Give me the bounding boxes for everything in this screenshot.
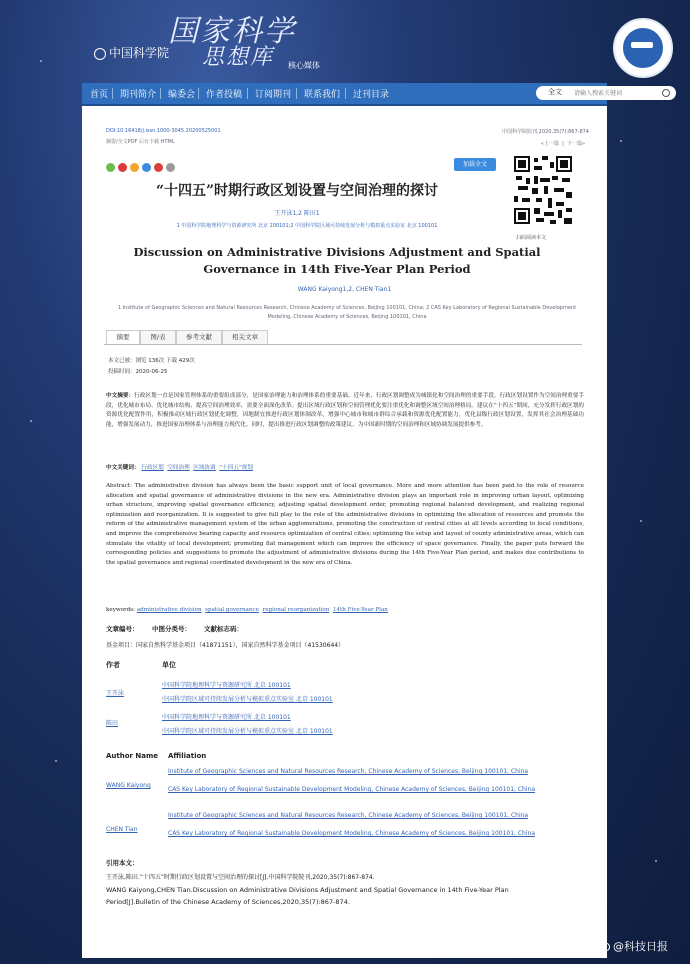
star [655,860,657,862]
affiliation-link[interactable]: Institute of Geographic Sciences and Natural Resources Research, Chinese Academy of Sciences, Beijing 100101, China [168,768,529,775]
search-icon[interactable] [662,89,670,97]
clc-label: 中图分类号： [152,625,191,633]
doi-link[interactable]: DOI:10.16418/j.issn.1000-3045.20200525001 [106,128,221,134]
author-link[interactable]: CHEN Tian [106,826,138,833]
keyword-link[interactable]: regional reorganization [262,607,330,613]
citation-en-line2: Period[J].Bulletin of the Chinese Academy of Sciences,2020,35(7):867-874. [106,898,350,906]
unit-col-header: 单位 [162,661,176,669]
affiliation-link[interactable]: 中国科学院地理科学与资源研究所 北京 100101 [162,714,291,721]
star [55,760,57,762]
nav-subscribe[interactable]: 订阅期刊 [255,90,292,100]
weibo-watermark: @科技日报 [598,938,668,954]
key-icon [631,42,653,48]
affiliation-link[interactable]: 中国科学院区域可持续发展分析与模拟重点实验室 北京 100101 [162,728,333,735]
prev-next: «上一篇 | 下一篇» [540,141,585,147]
tab-abstract[interactable]: 摘要 [106,330,140,344]
article-page [82,106,607,958]
keywords-en: keywords: administrative division spatial governance regional reorganization 14th Five-Year Plan [106,607,388,613]
main-nav [82,83,623,106]
star [40,60,42,62]
keyword-link[interactable]: administrative division [136,607,202,613]
qr-code [512,154,574,232]
affiliation-link[interactable]: CAS Key Laboratory of Regional Sustainable Development Modeling, Chinese Academy of Sciences, Beijing 100101, China [168,830,535,837]
weibo-icon [598,942,610,952]
star [640,520,642,522]
keyword-link[interactable]: 区域协调 [193,465,216,471]
keyword-link[interactable]: spatial governance [205,607,259,613]
submit-date: 投稿时间：2020-06-25 [108,369,168,375]
calligraphy-title: 国家科学 [168,14,296,49]
search-box[interactable] [536,86,676,100]
author-link[interactable]: WANG Kaiyong [106,782,151,789]
authors-zh[interactable]: 王开泳1,2 陈田1 [274,210,320,217]
abstract-en: Abstract: The administrative division has always been the basic support unit of local governance. More and more attention has been paid to the role of resource allocation and spatial governance of administrative divisions in the new era. Administrative division plays an important role in improving urban layout, optimizing urban structure, improving spatial governance efficiency, adjusting spatial development order, promoting regional balanced development, and realizing regional optimization and reorganization. It is suggested to give full play to the role of the administrative divisions in optimizing the allocation of resources and promote the reform of the administrative management system of the urban agglomerations, promoting the construction of central cities at all levels according to local conditions, and improve the comprehensive bearing capacity and resource optimization of central cities; optimizing the setup and layout of county administrative areas, which can stimulate the vitality of local development; promoting flat management which can improve the efficiency of space governance. Finally, the paper puts forward the corresponding policies and suggestions to promote the adjustment of administrative divisions during the 14th Five-Year Plan period, and makes due contributions to the spatial governance and regional coordinated development in the new era of China. [106,483,584,566]
author-name-col-header: Author Name [106,752,159,760]
affiliation-link[interactable]: 中国科学院区域可持续发展分析与模拟重点实验室 北京 100101 [162,696,333,703]
keyword-link[interactable]: “十四五”规划 [219,465,253,471]
core-media-label: 核心媒体 [288,61,320,70]
qzone-icon[interactable] [130,163,139,172]
site-header [82,0,612,82]
article-number-label: 文章编号： [106,625,139,633]
tab-references[interactable]: 参考文献 [176,330,222,344]
star [30,420,32,422]
author-link[interactable]: 王开泳 [106,690,125,697]
affiliation-link[interactable]: CAS Key Laboratory of Regional Sustainable Development Modeling, Chinese Academy of Sciences, Beijing 100101, China [168,786,535,793]
nav-journal-intro[interactable]: 期刊简介 [120,90,157,100]
nav-contact[interactable]: 联系我们 [304,90,341,100]
doc-code-label: 文献标志码： [204,625,243,633]
nav-editorial-board[interactable]: 编委会 [168,90,196,100]
affiliation-link[interactable]: Institute of Geographic Sciences and Natural Resources Research, Chinese Academy of Sciences, Beijing 100101, China [168,812,529,819]
next-article-link[interactable]: 下一篇» [566,141,585,147]
journal-seal-logo [613,18,673,78]
search-scope-select[interactable]: 全文 [548,88,562,96]
authors-en[interactable]: WANG Kaiyong1,2, CHEN Tian1 [297,286,392,293]
cite-label: 引用本文： [106,859,139,867]
nav-archive[interactable]: 过刊目录 [353,90,390,100]
prev-article-link[interactable]: «上一篇 [540,141,559,147]
nav-submission[interactable]: 作者投稿 [206,90,243,100]
nav-home[interactable]: 首页 [90,90,109,100]
fund-info: 基金项目：国家自然科学基金项目（41871151），国家自然科学基金项目（41530644） [106,642,345,649]
article-title-zh: “十四五”时期行政区划设置与空间治理的探讨 [155,183,439,199]
journal-citation: 中国科学院院刊,2020,35(7):867-874 [502,129,589,135]
star [620,140,622,142]
view-stats: 本文已被：浏览 136次 下载 429次 [108,358,195,364]
search-input[interactable]: 请输入搜索关键词 [574,90,623,97]
share-icon[interactable] [154,163,163,172]
keywords-zh: 中文关键词： 行政区划 空间治理 区域协调 “十四五”规划 [106,465,253,471]
cas-logo[interactable]: 中国科学院 [94,44,169,61]
author-col-header: 作者 [106,661,120,669]
author-link[interactable]: 陈田 [106,720,119,727]
abstract-zh: 中文摘要：行政区划一直是国家管理体系的重要组成部分，是国家治理能力和治理体系的重要基础。近年来，行政区划调整成为城镇化和空间治理的重要手段。行政区划设置作为空间治理重要手段，优化城市布局、优化城市结构、提高空间治理效率，需要全面深化改革。提出区域行政区划和空间管理优化要注重优化和调整区域空间治理格局。建议在“十四五”期间，充分发挥行政区划的资源优化配置作用，积极推动区域行政区划优化调整，因地制宜推进行政区划体制改革，增强中心城市和城市群综合承载和资源优化配置能力，优化县级行政区划设置，发挥其社会治理基础功能，增强发展动力，推进国家治理体系与治理能力现代化。同时，提出推进行政区划调整的政策建议，为中国新时期的空间治理和区域协调发展提供参考。 [106,393,584,428]
format-links[interactable]: 摘要/全文PDF 后台下载 HTML [106,139,175,145]
share-icons [106,157,178,176]
article-title-en: Discussion on Administrative Divisions Adjustment and Spatial Governance in 14th Five-Year Plan Period [133,245,541,276]
tab-related[interactable]: 相关文章 [222,330,268,344]
qr-caption: 扫码阅读本文 [516,235,547,241]
weibo-icon[interactable] [118,163,127,172]
citation-zh: 王开泳,陈田.“十四五”时期行政区划设置与空间治理的探讨[J].中国科学院院刊,2020,35(7):867-874. [106,874,375,881]
keyword-link[interactable]: 14th Five-Year Plan [332,607,388,613]
affiliation-col-header: Affiliation [168,752,207,760]
keyword-link[interactable]: 行政区划 [141,465,164,471]
affiliation-link[interactable]: 中国科学院地理科学与资源研究所 北京 100101 [162,682,291,689]
cas-emblem-icon [94,48,106,60]
affiliation-zh: 1 中国科学院地理科学与资源研究所 北京 100101;2 中国科学院区域可持续发展分析与模拟重点实验室 北京 100101 [176,223,438,229]
more-icon[interactable] [166,163,175,172]
keyword-link[interactable]: 空间治理 [167,465,190,471]
wechat-icon[interactable] [106,163,115,172]
full-text-button[interactable]: 加载全文 [454,158,496,171]
calligraphy-subtitle: 思想库 [202,45,275,70]
tab-figures[interactable]: 图/表 [140,330,176,344]
affiliation-en: 1 Institute of Geographic Sciences and Natural Resources Research, Chinese Academy of Sciences, Beijing 100101, China; 2 CAS Key Laboratory of Regional Sustainable Development Modeling, Chinese Academy of Sciences, Beijing 100101, China [117,305,577,320]
citation-en-line1: WANG Kaiyong,CHEN Tian.Discussion on Administrative Divisions Adjustment and Spatial Governance in 14th Five-Year Plan [106,886,509,894]
article-tabs [104,330,582,345]
qq-icon[interactable] [142,163,151,172]
